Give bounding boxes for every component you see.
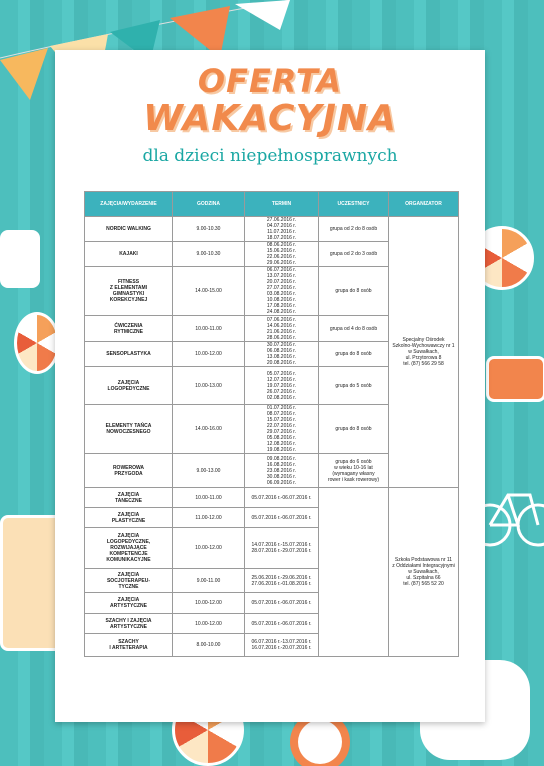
cell-line: 27.06.2016 r. bbox=[266, 217, 297, 223]
popsicle-right bbox=[486, 356, 544, 402]
activity-name bbox=[85, 488, 173, 508]
activity-dates bbox=[245, 614, 319, 634]
cell-line: w wieku 10-16 lat bbox=[334, 464, 373, 471]
activity-name bbox=[85, 508, 173, 528]
cell-line: grupa do 8 osób bbox=[335, 351, 372, 357]
activity-time: 8.00-10.00 bbox=[173, 634, 245, 657]
cell-line: 03.08.2016 r. bbox=[266, 291, 297, 297]
cell-line: 26.07.2016 r. bbox=[266, 388, 297, 395]
cell-line: grupa do 6 osób bbox=[335, 458, 372, 465]
bottle-left-top bbox=[0, 230, 40, 288]
cell-line: 18.07.2016 r. bbox=[266, 235, 297, 241]
column-header: TERMIN bbox=[245, 192, 319, 217]
cell-line: 06.07.2016 r.-13.07.2016 r. bbox=[251, 639, 312, 645]
cell-line: 05.07.2016 r.-06.07.2016 r. bbox=[251, 494, 312, 501]
cell-line: Specjalny Ośrodek bbox=[402, 337, 445, 343]
activity-name bbox=[85, 405, 173, 454]
cell-line: 14.06.2016 r. bbox=[266, 322, 297, 329]
cell-line: SOCJOTERAPEU- bbox=[106, 577, 151, 584]
cell-line: ROWEROWA bbox=[112, 464, 145, 471]
cell-line: TANECZNE bbox=[115, 497, 142, 504]
cell-line: tel. (87) 566 29 58 bbox=[403, 361, 444, 367]
cell-line: 24.08.2016 r. bbox=[266, 309, 297, 315]
cell-line: SENSOPLASTYKA bbox=[106, 351, 151, 357]
cell-line: ZAJĘCIA bbox=[117, 597, 140, 603]
cell-line: 04.07.2016 r. bbox=[266, 223, 297, 229]
cell-line: 07.06.2016 r. bbox=[266, 316, 297, 323]
cell-line: 05.07.2016 r.-06.07.2016 r. bbox=[251, 600, 312, 606]
cell-line: SZACHY bbox=[118, 639, 139, 645]
cell-line: ul. Przytorowa 8 bbox=[405, 355, 442, 361]
column-header: GODZINA bbox=[173, 192, 245, 217]
cell-line: 29.07.2016 r. bbox=[266, 429, 297, 435]
cell-line: ul. Szpitalna 66 bbox=[406, 575, 441, 581]
activity-dates bbox=[245, 488, 319, 508]
cell-line: 06.08.2016 r. bbox=[266, 348, 297, 354]
activity-participants bbox=[319, 454, 389, 488]
cell-line: KOMUNIKACYJNE bbox=[106, 557, 151, 563]
cell-line: 20.08.2016 r. bbox=[266, 360, 297, 366]
poster-subtitle: dla dzieci niepełnosprawnych bbox=[142, 146, 398, 166]
cell-line: 15.06.2016 r. bbox=[266, 248, 297, 254]
cell-line: GIMNASTYKI bbox=[112, 291, 145, 297]
cell-line: ZAJĘCIA bbox=[117, 571, 140, 578]
activity-dates bbox=[245, 508, 319, 528]
cell-line: ĆWICZENIA bbox=[114, 322, 143, 329]
activity-dates bbox=[245, 217, 319, 242]
cell-line: PLASTYCZNE bbox=[111, 517, 146, 524]
cell-line: 30.08.2016 r. bbox=[266, 473, 297, 480]
cell-line: 27.07.2016 r. bbox=[266, 285, 297, 291]
cell-line: 20.07.2016 r. bbox=[266, 279, 297, 285]
cell-line: z Oddziałami Integracyjnymi bbox=[392, 563, 455, 569]
cell-line: 25.06.2016 r.-29.06.2016 r. bbox=[251, 574, 312, 581]
cell-line: 02.08.2016 r. bbox=[266, 394, 297, 401]
activity-time: 10.00-12.00 bbox=[173, 593, 245, 614]
cell-line: 27.06.2016 r.-01.08.2016 r. bbox=[251, 580, 312, 587]
cell-line: 22.06.2016 r. bbox=[266, 254, 297, 260]
cell-line: 14.07.2016 r.-15.07.2016 r. bbox=[251, 542, 312, 548]
cell-line: 09.08.2016 r. bbox=[266, 455, 297, 462]
cell-line: grupa do 8 osób bbox=[335, 288, 372, 294]
cell-line: 19.07.2016 r. bbox=[266, 382, 297, 389]
cell-line: grupa od 2 do 3 osób bbox=[329, 251, 378, 257]
cell-line: Szkoła Podstawowa nr 11 bbox=[394, 557, 453, 563]
cell-line: ARTYSTYCZNE bbox=[110, 603, 147, 609]
cell-line: SZACHY I ZAJĘCIA bbox=[105, 617, 152, 624]
cell-line: 12.07.2016 r. bbox=[266, 376, 297, 383]
offer-poster bbox=[55, 50, 485, 722]
organizer-2 bbox=[389, 488, 459, 657]
activity-time: 11.00-12.00 bbox=[173, 508, 245, 528]
cell-line: NORDIC WALKING bbox=[106, 226, 151, 232]
activity-name bbox=[85, 528, 173, 569]
activity-dates bbox=[245, 634, 319, 657]
cell-line: 08.07.2016 r. bbox=[266, 411, 297, 417]
activity-time: 14.00-15.00 bbox=[173, 267, 245, 316]
column-header: ZAJĘCIA/WYDARZENIE bbox=[85, 192, 173, 217]
cell-line: 23.08.2016 r. bbox=[266, 467, 297, 474]
cell-line: 11.07.2016 r. bbox=[267, 229, 296, 235]
activity-name bbox=[85, 593, 173, 614]
activity-dates bbox=[245, 454, 319, 488]
activity-participants bbox=[319, 342, 389, 367]
cell-line: TYCZNE bbox=[118, 583, 139, 590]
activity-name bbox=[85, 242, 173, 267]
cell-line: grupa do 8 osób bbox=[335, 426, 372, 432]
table-row bbox=[85, 488, 459, 508]
activity-dates bbox=[245, 342, 319, 367]
cell-line: 16.07.2016 r.-20.07.2016 r. bbox=[251, 645, 312, 651]
cell-line: 08.06.2016 r. bbox=[266, 242, 297, 248]
organizer-1 bbox=[389, 217, 459, 488]
cell-line: KAJAKI bbox=[119, 251, 138, 257]
activity-participants bbox=[319, 405, 389, 454]
activity-participants bbox=[319, 242, 389, 267]
activity-dates bbox=[245, 569, 319, 593]
cell-line: ELEMENTY TAŃCA bbox=[105, 423, 152, 429]
cell-line: 29.06.2016 r. bbox=[266, 260, 297, 266]
cell-line: I ARTETERAPIA bbox=[109, 645, 148, 651]
activity-participants bbox=[319, 316, 389, 342]
cell-line: w Suwałkach, bbox=[408, 349, 439, 355]
cell-line: 05.08.2016 r. bbox=[266, 435, 297, 441]
cell-line: 28.07.2016 r.-29.07.2016 r. bbox=[251, 548, 312, 554]
cell-line: 30.07.2016 r. bbox=[266, 342, 297, 348]
cell-line: 05.07.2016 r.-06.07.2016 r. bbox=[251, 514, 312, 521]
cell-line: 06.09.2016 r. bbox=[266, 479, 297, 486]
activity-dates bbox=[245, 528, 319, 569]
table-header-row bbox=[85, 192, 459, 217]
activity-dates bbox=[245, 367, 319, 405]
cell-line: 13.08.2016 r. bbox=[266, 354, 297, 360]
activity-time: 10.00-11.00 bbox=[173, 488, 245, 508]
activity-name bbox=[85, 267, 173, 316]
activity-name bbox=[85, 217, 173, 242]
cell-line: 28.06.2016 r. bbox=[266, 334, 297, 341]
cell-line: ZAJĘCIA bbox=[117, 491, 140, 498]
cell-line: ZAJĘCIA bbox=[117, 379, 140, 386]
beach-ball-left bbox=[14, 312, 60, 374]
activity-dates bbox=[245, 316, 319, 342]
cell-line: 10.08.2016 r. bbox=[266, 297, 297, 303]
cell-line: NOWOCZESNEGO bbox=[106, 429, 151, 435]
cell-line: KOREKCYJNEJ bbox=[109, 297, 148, 303]
activity-time: 9.00-13.00 bbox=[173, 454, 245, 488]
cell-line: KOMPETENCJE bbox=[109, 551, 148, 557]
cell-line: RYTMICZNE bbox=[114, 328, 143, 335]
activity-participants bbox=[319, 367, 389, 405]
activity-name bbox=[85, 614, 173, 634]
activity-dates bbox=[245, 267, 319, 316]
cell-line: 16.08.2016 r. bbox=[266, 461, 297, 468]
cell-line: w Suwałkach, bbox=[408, 569, 439, 575]
participants-empty bbox=[319, 488, 389, 657]
activity-time: 14.00-16.00 bbox=[173, 405, 245, 454]
offer-table bbox=[84, 191, 459, 657]
cell-line: ARTYSTYCZNE bbox=[110, 623, 147, 630]
column-header: UCZESTNICY bbox=[319, 192, 389, 217]
cell-line: 13.07.2016 r. bbox=[266, 273, 297, 279]
cell-line: rower i kask rowerowy) bbox=[327, 476, 380, 483]
cell-line: ROZWIJAJĄCE bbox=[110, 545, 147, 551]
activity-name bbox=[85, 569, 173, 593]
cell-line: 21.06.2016 r. bbox=[266, 328, 297, 335]
table-row bbox=[85, 217, 459, 242]
cell-line: FITNESS bbox=[117, 279, 140, 285]
cell-line: grupa od 2 do 8 osób bbox=[329, 226, 378, 232]
activity-name bbox=[85, 634, 173, 657]
column-header: ORGANIZATOR bbox=[389, 192, 459, 217]
activity-time: 9.00-11.00 bbox=[173, 569, 245, 593]
activity-dates bbox=[245, 405, 319, 454]
activity-time: 9.00-10.30 bbox=[173, 242, 245, 267]
cell-line: grupa do 5 osób bbox=[335, 382, 372, 389]
cell-line: 17.08.2016 r. bbox=[266, 303, 297, 309]
cell-line: Z ELEMENTAMI bbox=[109, 285, 148, 291]
cell-line: Szkolno-Wychowawczy nr 1 bbox=[392, 343, 455, 349]
activity-time: 10.00-12.00 bbox=[173, 528, 245, 569]
cell-line: tel. (87) 565 52 20 bbox=[403, 581, 444, 587]
cell-line: 05.07.2016 r.-06.07.2016 r. bbox=[251, 620, 312, 627]
activity-name bbox=[85, 316, 173, 342]
activity-time: 10.00-11.00 bbox=[173, 316, 245, 342]
activity-name bbox=[85, 454, 173, 488]
cell-line: ZAJĘCIA bbox=[117, 533, 140, 539]
poster-title-line2: WAKACYJNA bbox=[143, 98, 397, 139]
cell-line: 01.07.2016 r. bbox=[266, 405, 297, 411]
activity-dates bbox=[245, 593, 319, 614]
cell-line: 15.07.2016 r. bbox=[266, 417, 297, 423]
table-body bbox=[85, 217, 459, 657]
activity-participants bbox=[319, 267, 389, 316]
cell-line: LOGOPEDYCZNE bbox=[107, 385, 150, 392]
activity-dates bbox=[245, 242, 319, 267]
cell-line: grupa od 4 do 8 osób bbox=[329, 325, 378, 332]
activity-time: 10.00-12.00 bbox=[173, 614, 245, 634]
poster-title-line1: OFERTA bbox=[197, 62, 343, 100]
cell-line: ZAJĘCIA bbox=[117, 511, 140, 518]
activity-name bbox=[85, 367, 173, 405]
cell-line: LOGOPEDYCZNE, bbox=[106, 539, 151, 545]
activity-participants bbox=[319, 217, 389, 242]
cell-line: 19.08.2016 r. bbox=[266, 447, 297, 453]
cell-line: 22.07.2016 r. bbox=[266, 423, 297, 429]
activity-name bbox=[85, 342, 173, 367]
activity-time: 10.00-12.00 bbox=[173, 342, 245, 367]
cell-line: 12.08.2016 r. bbox=[266, 441, 297, 447]
cell-line: (wymagany własny bbox=[332, 470, 375, 477]
cell-line: 06.07.2016 r. bbox=[266, 267, 297, 273]
activity-time: 10.00-13.00 bbox=[173, 367, 245, 405]
activity-time: 9.00-10.30 bbox=[173, 217, 245, 242]
cell-line: PRZYGODA bbox=[114, 470, 143, 477]
cell-line: 05.07.2016 r. bbox=[266, 370, 297, 377]
